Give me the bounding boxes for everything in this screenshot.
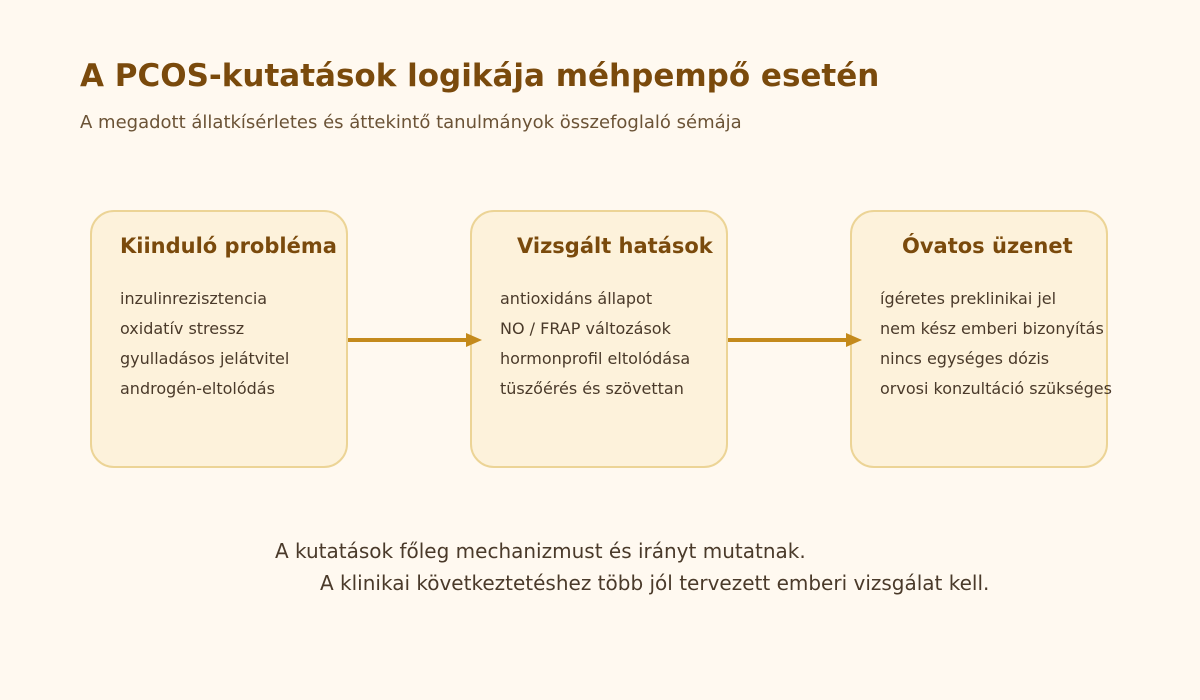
list-item: hormonprofil eltolódása [500, 349, 691, 368]
list-item: androgén-eltolódás [120, 379, 275, 398]
list-item: oxidatív stressz [120, 319, 245, 338]
box-title: Kiinduló probléma [120, 234, 337, 258]
footer-note [0, 535, 1200, 599]
list-item: inzulinrezisztencia [120, 289, 268, 308]
list-item: gyulladásos jelátvitel [120, 349, 290, 368]
list-item: nincs egységes dózis [880, 349, 1050, 368]
list-item: nem kész emberi bizonyítás [880, 319, 1104, 338]
box-title: Vizsgált hatások [517, 234, 713, 258]
arrow-1-to-2 [348, 333, 482, 347]
footer-line-2: A klinikai következtetéshez több jól tervezett emberi vizsgálat kell. [320, 571, 990, 595]
box-title: Óvatos üzenet [902, 234, 1073, 258]
list-item: antioxidáns állapot [500, 289, 653, 308]
footer-line-1: A kutatások főleg mechanizmust és irányt mutatnak. [275, 539, 806, 563]
page-subtitle: A megadott állatkísérletes és áttekintő tanulmányok összefoglaló sémája [80, 112, 742, 133]
arrow-2-to-3 [728, 333, 862, 347]
list-item: ígéretes preklinikai jel [880, 289, 1057, 308]
page-title: A PCOS-kutatások logikája méhpempő esetén [80, 58, 880, 94]
list-item: NO / FRAP változások [500, 319, 671, 338]
list-item: tüszőérés és szövettan [500, 379, 684, 398]
list-item: orvosi konzultáció szükséges [880, 379, 1112, 398]
